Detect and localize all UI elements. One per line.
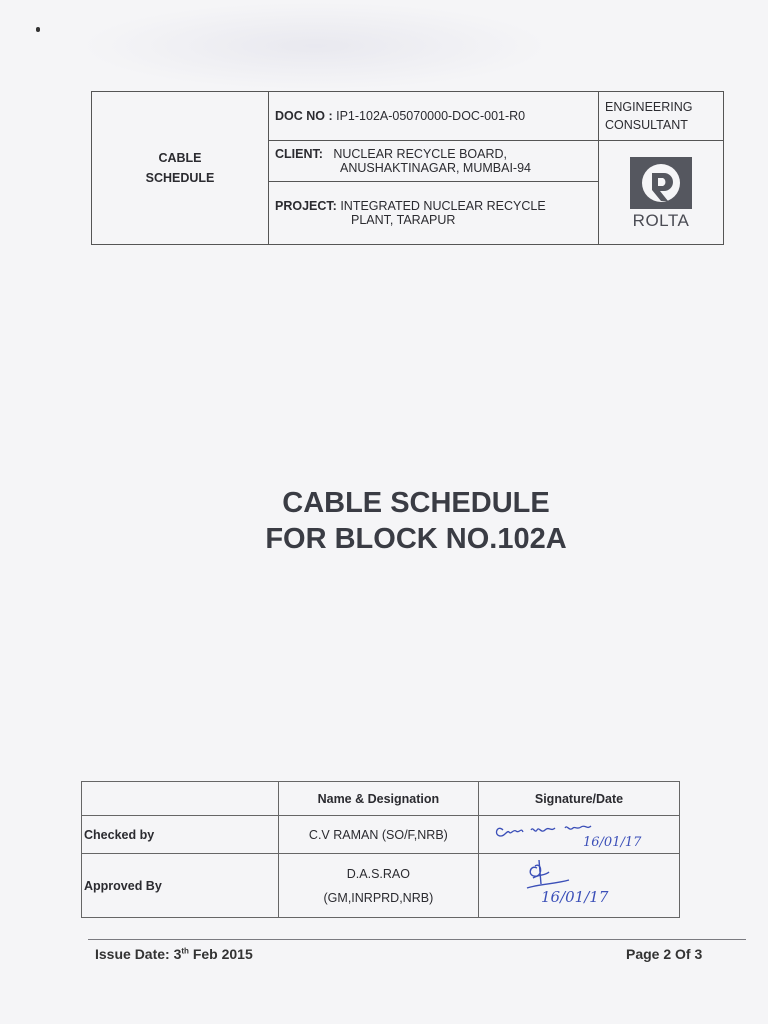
approval-header-empty — [82, 782, 279, 816]
approved-by-signature — [478, 854, 679, 918]
client-line2: ANUSHAKTINAGAR, MUMBAI-94 — [340, 160, 532, 175]
approved-by-label: Approved By — [82, 854, 279, 918]
title-block-table — [91, 91, 724, 245]
scan-speck — [36, 27, 40, 32]
project-cell — [269, 182, 599, 245]
approved-by-name — [278, 854, 478, 918]
logo-text: ROLTA — [632, 211, 690, 231]
consultant-cell — [599, 92, 724, 141]
document-type-line1: CABLE — [158, 151, 202, 165]
rolta-logo-icon — [630, 157, 692, 209]
project-line1: INTEGRATED NUCLEAR RECYCLE — [340, 199, 546, 214]
client-label: CLIENT: — [275, 146, 323, 161]
main-title — [0, 485, 768, 557]
checked-by-label: Checked by — [82, 816, 279, 854]
consultant-line1: ENGINEERING — [605, 99, 693, 114]
project-label: PROJECT: — [275, 199, 337, 214]
doc-no-label: DOC NO : — [275, 108, 333, 123]
client-cell — [269, 140, 599, 182]
handwritten-signature-icon — [479, 816, 679, 850]
checked-by-name: C.V RAMAN (SO/F,NRB) — [278, 816, 478, 854]
issue-date-rest: Feb 2015 — [188, 946, 253, 962]
scan-smudge — [80, 2, 550, 90]
logo-cell — [599, 140, 724, 244]
checked-by-date: 16/01/17 — [582, 835, 642, 850]
main-title-line2: FOR BLOCK NO.102A — [265, 523, 567, 555]
approved-by-name-line2: (GM,INRPRD,NRB) — [323, 890, 434, 905]
footer-divider — [88, 939, 746, 940]
initials-signature-icon — [479, 854, 679, 914]
project-line2: PLANT, TARAPUR — [351, 213, 456, 228]
doc-no-value: IP1-102A-05070000-DOC-001-R0 — [336, 108, 526, 123]
approval-table — [81, 781, 680, 918]
issue-date — [95, 946, 253, 962]
approved-by-date: 16/01/17 — [540, 888, 609, 906]
doc-no-cell — [269, 92, 599, 141]
table-row — [82, 816, 680, 854]
consultant-line2: CONSULTANT — [605, 117, 688, 132]
client-line1: NUCLEAR RECYCLE BOARD, — [333, 146, 507, 161]
signature-date-header: Signature/Date — [478, 782, 679, 816]
page-number: Page 2 Of 3 — [626, 946, 703, 962]
document-type-cell — [92, 92, 269, 245]
checked-by-signature — [478, 816, 679, 854]
issue-date-suffix-sup: th — [181, 946, 189, 956]
approved-by-name-line1: D.A.S.RAO — [346, 866, 410, 881]
issue-date-prefix: Issue Date: 3 — [95, 946, 182, 962]
name-designation-header: Name & Designation — [278, 782, 478, 816]
document-type-line2: SCHEDULE — [145, 171, 215, 185]
table-row — [82, 854, 680, 918]
main-title-line1: CABLE SCHEDULE — [282, 487, 550, 519]
